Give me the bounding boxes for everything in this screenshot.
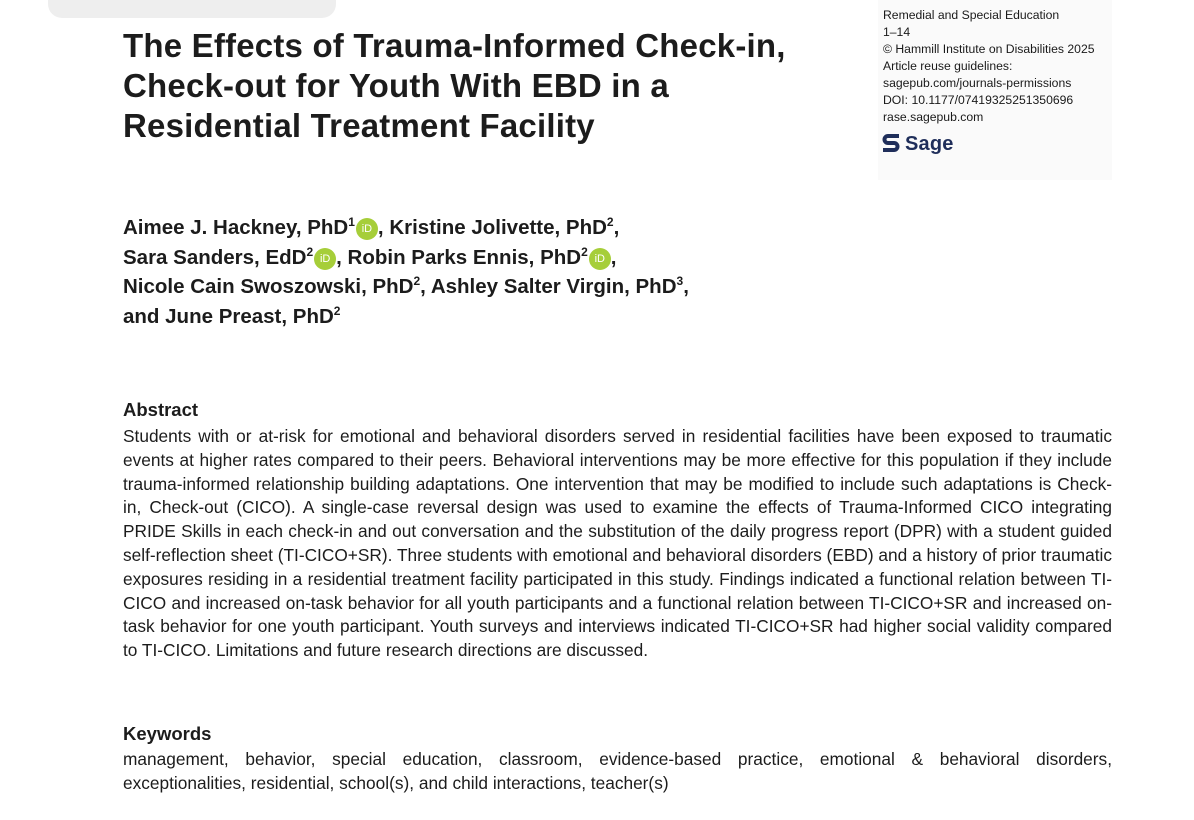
affiliation-marker: 2 <box>606 215 614 229</box>
doi-link[interactable]: DOI: 10.1177/07419325251350696 <box>883 93 1074 107</box>
article-title: The Effects of Trauma-Informed Check-in, Check-out for Youth With EBD in a Residential Treatment Facility <box>123 27 786 144</box>
keywords-text: management, behavior, special education, classroom, evidence-based practice, emotional & behavioral disorders, exceptionalities, residential, school(s), and child interactions, teacher(s) <box>123 749 1112 793</box>
abstract-heading: Abstract <box>123 399 199 420</box>
affiliation-marker: 2 <box>581 244 588 259</box>
affiliation-marker: 2 <box>333 303 341 318</box>
authors-conjunction: and <box>123 304 160 328</box>
affiliation-marker: 1 <box>348 215 355 229</box>
author-name: June Preast, PhD <box>165 304 334 328</box>
journal-pages: 1–14 <box>883 25 911 39</box>
sage-s-icon <box>882 132 900 156</box>
top-tab <box>48 0 336 18</box>
journal-info <box>883 7 1113 126</box>
reuse-link[interactable]: sagepub.com/journals-permissions <box>883 76 1072 90</box>
author-name: Aimee J. Hackney, PhD <box>123 216 349 239</box>
orcid-icon[interactable]: iD <box>356 218 378 240</box>
author-name: Kristine Jolivette, PhD <box>389 216 607 239</box>
author-name: Sara Sanders, EdD <box>123 245 307 269</box>
author-name: Nicole Cain Swoszowski, PhD <box>123 275 414 298</box>
abstract-text: Students with or at-risk for emotional and behavioral disorders served in residential facilities have been exposed to traumatic events at higher rates compared to their peers. Behavioral interventions may be more effective for this population if they include trauma-informed relationship building adaptations. One intervention that may be modified to include such adaptations is Check-in, Check-out (CICO). A single-case reversal design was used to examine the effects of Trauma-Informed CICO integrating PRIDE Skills in each check-in and out conversation and the substitution of the daily progress report (DPR) with a student guided self-reflection sheet (TI-CICO+SR). Three students with emotional and behavioral disorders (EBD) and a history of prior traumatic exposures residing in a residential treatment facility participated in this study. Findings indicated a functional relation between TI-CICO and increased on-task behavior for all youth participants and a functional relation between TI-CICO+SR and increased on-task behavior for one youth participant. Youth surveys and interviews indicated TI-CICO+SR had higher social validity compared to TI-CICO. Limitations and future research directions are discussed. <box>123 426 1112 661</box>
sage-wordmark: Sage <box>905 132 954 155</box>
author-list: Aimee J. Hackney, PhD$^1$ iD , Kristine Jolivette, PhD$^2$, Sara Sanders, EdD$^2$ iD , Robin Parks Ennis, PhD$^2$ iD , Nicole Cain Swoszowski, PhD$^2$, Ashley Salter Virgin, PhD$^3$, and June Preast, PhD$^2$ <box>123 215 689 328</box>
affiliation-marker: 3 <box>676 274 684 288</box>
affiliation-marker: 2 <box>306 244 314 259</box>
reuse-label: Article reuse guidelines: <box>883 59 1013 73</box>
orcid-icon[interactable]: iD <box>314 248 336 270</box>
author-name: Ashley Salter Virgin, PhD <box>430 275 677 298</box>
orcid-icon[interactable]: iD <box>589 248 611 270</box>
affiliation-marker: 2 <box>413 274 421 288</box>
journal-name: Remedial and Special Education <box>883 8 1060 22</box>
journal-site-link[interactable]: rase.sagepub.com <box>883 110 984 124</box>
journal-copyright: © Hammill Institute on Disabilities 2025 <box>883 42 1095 56</box>
keywords-heading: Keywords <box>123 723 212 744</box>
author-name: Robin Parks Ennis, PhD <box>347 245 582 269</box>
sage-logo[interactable] <box>882 131 954 157</box>
